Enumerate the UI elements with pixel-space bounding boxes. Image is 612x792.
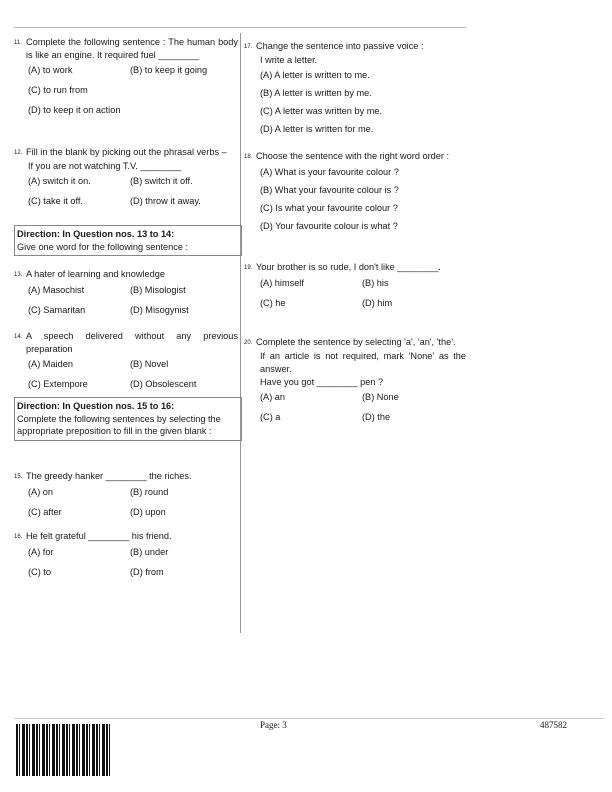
direction-title: Direction: In Question nos. 13 to 14: bbox=[17, 229, 175, 239]
option-c[interactable]: (C) after bbox=[28, 507, 62, 517]
option-b[interactable]: (B) Novel bbox=[130, 359, 169, 369]
question-15 bbox=[14, 470, 238, 519]
question-18 bbox=[244, 150, 466, 238]
direction-box-13-14 bbox=[14, 225, 242, 256]
option-b[interactable]: (B) None bbox=[362, 392, 399, 402]
question-13 bbox=[14, 268, 238, 317]
option-a[interactable]: (A) himself bbox=[260, 278, 304, 288]
question-number: 19. bbox=[244, 265, 253, 271]
option-c[interactable]: (C) a bbox=[260, 412, 281, 422]
option-d[interactable]: (D) Obsolescent bbox=[130, 379, 197, 389]
option-a[interactable]: (A) Masochist bbox=[28, 285, 85, 295]
option-a[interactable]: (A) to work bbox=[28, 65, 73, 75]
question-19 bbox=[244, 261, 466, 310]
question-text: Choose the sentence with the right word order : bbox=[256, 151, 450, 161]
question-text: A speech delivered without any previous preparation bbox=[26, 331, 238, 354]
question-subtext: If you are not watching T.V. ________ bbox=[28, 161, 182, 171]
option-c[interactable]: (C) to run from bbox=[28, 85, 88, 95]
question-text: Fill in the blank by picking out the phrasal verbs – bbox=[26, 147, 227, 157]
option-a[interactable]: (A) What is your favourite colour ? bbox=[260, 167, 399, 177]
barcode-image bbox=[16, 724, 110, 776]
option-b[interactable]: (B) Misologist bbox=[130, 285, 186, 295]
question-number: 17. bbox=[244, 44, 253, 50]
option-a[interactable]: (A) Maiden bbox=[28, 359, 73, 369]
option-c[interactable]: (C) he bbox=[260, 298, 286, 308]
page-number: Page: 3 bbox=[260, 720, 287, 730]
question-text: The greedy hanker ________ the riches. bbox=[26, 471, 192, 481]
option-b[interactable]: (B) switch it off. bbox=[130, 176, 193, 186]
option-c[interactable]: (C) Extempore bbox=[28, 379, 88, 389]
question-12 bbox=[14, 146, 238, 208]
option-a[interactable]: (A) an bbox=[260, 392, 286, 402]
question-number: 11. bbox=[14, 40, 22, 46]
option-d[interactable]: (D) him bbox=[362, 298, 393, 308]
option-b[interactable]: (B) round bbox=[130, 487, 169, 497]
question-instruction: If an article is not required, mark 'None' as the answer. bbox=[260, 351, 466, 374]
question-subtext: Have you got ________ pen ? bbox=[260, 377, 384, 387]
option-b[interactable]: (B) to keep it going bbox=[130, 65, 208, 75]
question-11 bbox=[14, 36, 238, 117]
option-c[interactable]: (C) to bbox=[28, 567, 51, 577]
question-number: 20. bbox=[244, 340, 253, 346]
question-subtext: I write a letter. bbox=[260, 55, 318, 65]
question-number: 16. bbox=[14, 534, 23, 540]
question-14 bbox=[14, 330, 238, 391]
option-d[interactable]: (D) upon bbox=[130, 507, 166, 517]
question-number: 15. bbox=[14, 474, 23, 480]
option-b[interactable]: (B) What your favourite colour is ? bbox=[260, 185, 399, 195]
direction-body: Give one word for the following sentence : bbox=[17, 241, 189, 252]
option-a[interactable]: (A) A letter is written to me. bbox=[260, 70, 370, 80]
question-17 bbox=[244, 40, 466, 141]
question-text: He felt grateful ________ his friend. bbox=[26, 531, 172, 541]
question-number: 13. bbox=[14, 272, 23, 278]
option-d[interactable]: (D) throw it away. bbox=[130, 196, 201, 206]
option-d[interactable]: (D) to keep it on action bbox=[28, 105, 121, 115]
question-number: 14. bbox=[14, 334, 23, 340]
option-d[interactable]: (D) Your favourite colour is what ? bbox=[260, 221, 398, 231]
question-text: Change the sentence into passive voice : bbox=[256, 41, 424, 51]
question-16 bbox=[14, 530, 238, 579]
option-b[interactable]: (B) A letter is written by me. bbox=[260, 88, 372, 98]
top-rule bbox=[14, 27, 466, 28]
option-d[interactable]: (D) from bbox=[130, 567, 164, 577]
direction-body: Complete the following sentences by selecting the appropriate preposition to fill in the given blank : bbox=[17, 413, 221, 436]
question-number: 18. bbox=[244, 154, 253, 160]
question-text: Complete the following sentence : The human body is like an engine. It required fuel ________ bbox=[26, 37, 238, 60]
option-c[interactable]: (C) Samaritan bbox=[28, 305, 86, 315]
option-c[interactable]: (C) Is what your favourite colour ? bbox=[260, 203, 398, 213]
option-d[interactable]: (D) the bbox=[362, 412, 391, 422]
question-text: Complete the sentence by selecting 'a', 'an', 'the'. bbox=[256, 337, 456, 347]
page-code: 487582 bbox=[540, 720, 567, 730]
option-a[interactable]: (A) on bbox=[28, 487, 54, 497]
option-c[interactable]: (C) A letter was written by me. bbox=[260, 106, 383, 116]
direction-title: Direction: In Question nos. 15 to 16: bbox=[17, 401, 175, 411]
option-c[interactable]: (C) take it off. bbox=[28, 196, 83, 206]
direction-box-15-16 bbox=[14, 397, 242, 441]
option-a[interactable]: (A) for bbox=[28, 547, 54, 557]
question-20 bbox=[244, 336, 466, 424]
option-a[interactable]: (A) switch it on. bbox=[28, 176, 91, 186]
question-text: Your brother is so rude, I don't like ________. bbox=[256, 262, 441, 272]
option-b[interactable]: (B) under bbox=[130, 547, 169, 557]
option-b[interactable]: (B) his bbox=[362, 278, 389, 288]
column-divider bbox=[240, 33, 241, 633]
option-d[interactable]: (D) A letter is written for me. bbox=[260, 124, 374, 134]
question-number: 12. bbox=[14, 150, 23, 156]
footer-rule bbox=[14, 718, 604, 719]
option-d[interactable]: (D) Misogynist bbox=[130, 305, 189, 315]
question-text: A hater of learning and knowledge bbox=[26, 269, 165, 279]
